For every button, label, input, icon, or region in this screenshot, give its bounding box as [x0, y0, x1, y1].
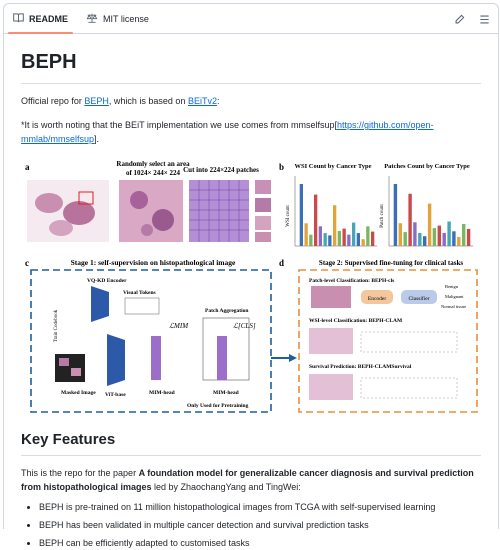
- panel-c-label: c: [25, 258, 29, 268]
- survival-wsi-image: [309, 374, 353, 400]
- architecture-figure[interactable]: [21, 158, 481, 414]
- vq-kd-encoder-label: VQ-KD Encoder: [87, 278, 127, 284]
- selected-area-image: [119, 180, 183, 242]
- chart-bar: [328, 235, 331, 246]
- beph-link[interactable]: BEPH: [84, 96, 109, 106]
- features-intro-end: led by ZhaochangYang and TingWei:: [151, 482, 301, 492]
- chart-bar: [408, 194, 411, 246]
- vq-kd-encoder-block: [91, 286, 109, 322]
- mim-token-column-2: [217, 336, 227, 380]
- chart-bar: [319, 226, 322, 246]
- book-icon: [13, 13, 24, 25]
- pretraining-only-label: Only Used for Pretraining: [187, 403, 249, 409]
- intro-paragraph: [21, 94, 481, 108]
- intro-text-end: :: [216, 96, 220, 106]
- wsi-count-chart: [300, 184, 375, 246]
- benign-label: Benign: [445, 284, 458, 289]
- clam-pipeline: [361, 332, 457, 352]
- features-intro: [21, 466, 481, 494]
- chart-bar: [347, 235, 350, 246]
- wsi-level-label: WSI-level Classification: BEPH-CLAM: [309, 318, 403, 324]
- encoder-label: Encoder: [367, 296, 387, 302]
- patch-thumbnails: [255, 180, 271, 242]
- chart-bar: [305, 223, 308, 246]
- readme-panel: [3, 3, 499, 548]
- lcls-label: ℒ[CLS]: [233, 322, 256, 330]
- chart-bar: [443, 233, 446, 246]
- visual-tokens-label: Visual Tokens: [123, 290, 156, 296]
- chart-2-ylabel: Patch count: [380, 204, 385, 228]
- patch-level-label: Patch-level Classification: BEPH-cls: [309, 278, 395, 284]
- key-features-heading: Key Features: [21, 431, 481, 456]
- vit-base-block: [107, 334, 125, 386]
- panel-a-title-2: of 1024× 244× 224: [125, 169, 181, 177]
- chart-bar: [467, 229, 470, 246]
- train-codebook-label: Train Codebook: [54, 309, 59, 343]
- list-item: • BEPH can be efficiently adapted to customised tasks: [39, 536, 481, 550]
- chart-bar: [462, 224, 465, 246]
- chart-bar: [457, 237, 460, 246]
- malignant-label: Malignant: [445, 294, 464, 299]
- note-text-end: ].: [94, 134, 100, 144]
- stage-2-title: Stage 2: Supervised fine-tuning for clinical tasks: [318, 259, 464, 267]
- paper-title: A foundation model for generalizable cancer diagnosis and survival prediction from histopathological images: [21, 468, 474, 492]
- chart-bar: [428, 204, 431, 246]
- chart-1-title: WSI Count by Cancer Type: [294, 163, 372, 170]
- chart-bar: [418, 233, 421, 246]
- chart-bar: [447, 222, 450, 247]
- chart-bar: [438, 226, 441, 246]
- mim-token-column-1: [151, 336, 161, 380]
- list-icon[interactable]: [479, 12, 490, 30]
- chart-bar: [404, 232, 407, 246]
- panel-b-label: b: [279, 162, 285, 172]
- classifier-label: Classifier: [408, 296, 430, 302]
- panel-a-label: a: [25, 162, 30, 172]
- chart-bar: [452, 231, 455, 246]
- chart-bar: [357, 233, 360, 246]
- chart-1-ylabel: WSI count: [286, 205, 291, 227]
- chart-bar: [433, 228, 436, 246]
- chart-bar: [333, 205, 336, 246]
- chart-bar: [394, 184, 397, 246]
- chart-bar: [300, 184, 303, 246]
- chart-bar: [362, 239, 365, 246]
- stage-1-title: Stage 1: self-supervision on histopathological image: [70, 258, 236, 267]
- pencil-icon[interactable]: [454, 12, 465, 30]
- chart-bar: [413, 222, 416, 246]
- patch-tile: [311, 286, 351, 308]
- panel-d-label: d: [279, 258, 285, 268]
- chart-bar: [324, 233, 327, 246]
- mmselfsup-link[interactable]: https://github.com/open-mmlab/mmselfsup: [21, 120, 434, 144]
- mim-head-label-2: MIM-head: [213, 390, 239, 396]
- chart-bar: [338, 231, 341, 246]
- chart-bar: [343, 229, 346, 246]
- survival-pipeline: [361, 378, 457, 398]
- patch-count-chart: [394, 184, 471, 246]
- wsi-clam-image: [309, 328, 353, 354]
- features-list: [21, 500, 481, 550]
- chart-bar: [423, 236, 426, 246]
- survival-label: Survival Prediction: BEPH-CLAMSurvival: [309, 364, 412, 370]
- chart-bar: [366, 226, 369, 246]
- scale-icon: [86, 13, 98, 25]
- intro-text-mid: , which is based on: [108, 96, 188, 106]
- normal-tissue-label: Normal tissue: [441, 304, 467, 309]
- chart-bar: [371, 232, 374, 246]
- list-item: • BEPH is pre-trained on 11 million histopathological images from TCGA with self-supervised learning: [39, 500, 481, 514]
- readme-content: [4, 51, 498, 550]
- beitv2-link[interactable]: BEiTv2: [187, 96, 217, 106]
- tab-readme-label: README: [29, 13, 69, 24]
- lmim-label: ℒMIM: [169, 322, 189, 330]
- chart-2-title: Patches Count by Cancer Type: [384, 163, 470, 170]
- wsi-thumbnail: [27, 180, 109, 242]
- intro-text: Official repo for: [21, 96, 85, 106]
- mim-head-label-1: MIM-head: [149, 390, 175, 396]
- panel-a-title-3: Cut into 224×224 patches: [183, 166, 259, 174]
- features-intro-text: This is the repo for the paper: [21, 468, 139, 478]
- note-text: *It is worth noting that the BEiT implementation we use comes from mmselfsup[: [21, 120, 337, 130]
- chart-bar: [399, 223, 402, 246]
- panel-a-title-1: Randomly select an area: [116, 160, 190, 168]
- masked-image-label: Masked Image: [61, 390, 96, 396]
- note-paragraph: [21, 118, 481, 146]
- stage-arrow: [289, 354, 297, 362]
- chart-bar: [314, 195, 317, 246]
- chart-bar: [309, 235, 312, 246]
- list-item: • BEPH has been validated in multiple cancer detection and survival prediction tasks: [39, 518, 481, 532]
- readme-tabbar: [4, 4, 498, 34]
- tab-license-label: MIT license: [103, 13, 149, 24]
- patch-grid-image: [189, 180, 249, 242]
- tab-readme[interactable]: [4, 4, 77, 33]
- chart-bar: [352, 223, 355, 246]
- patch-aggregation-label: Patch Aggregation: [205, 308, 249, 314]
- vit-base-label: ViT-base: [105, 392, 126, 398]
- page-title: BEPH: [21, 51, 481, 84]
- tab-license[interactable]: [77, 4, 158, 33]
